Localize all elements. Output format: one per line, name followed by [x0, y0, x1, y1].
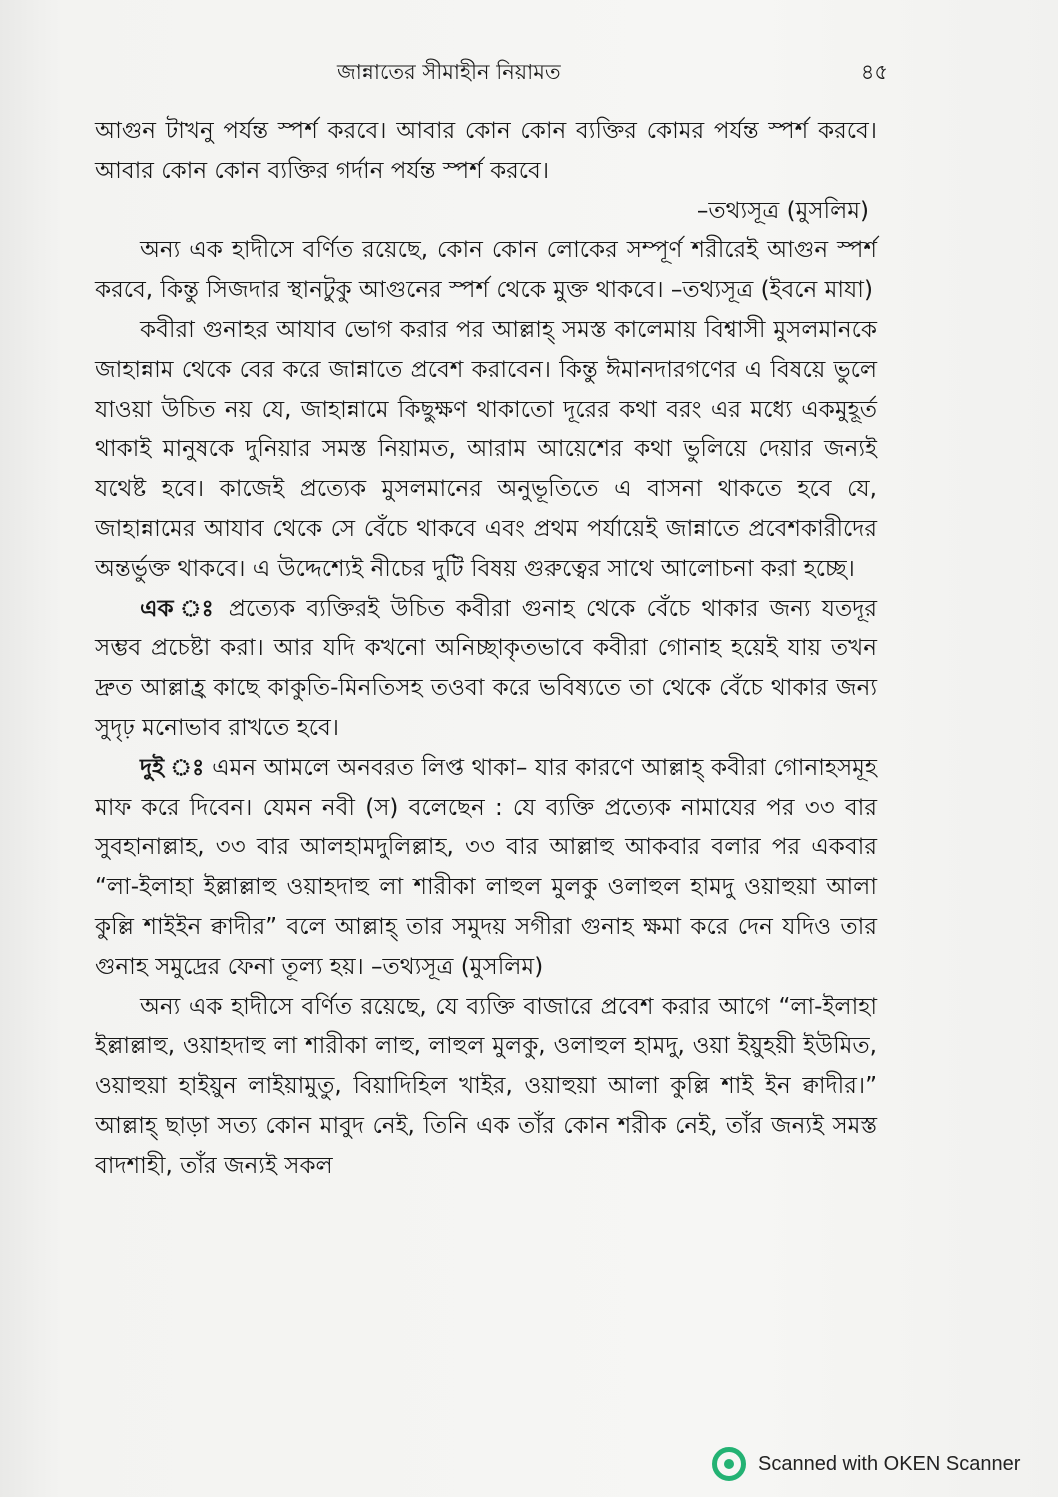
- point-two-paragraph: [95, 749, 877, 988]
- watermark-text: Scanned with OKEN Scanner: [758, 1452, 1021, 1475]
- oken-scanner-logo-icon: [712, 1447, 746, 1481]
- page-body: [95, 112, 877, 1187]
- point-two-text: এমন আমলে অনবরত লিপ্ত থাকা– যার কারণে আল্লাহ্ কবীরা গোনাহসমূহ মাফ করে দিবেন। যেমন নবী (স) বলেছেন : যে ব্যক্তি প্রত্যেক নামাযের পর ৩৩ বার সুবহানাল্লাহ, ৩৩ বার আলহামদুলিল্লাহ, ৩৩ বার আল্লাহু আকবার বলার পর একবার “লা-ইলাহা ইল্লাল্লাহু ওয়াহদাহু লা শারীকা লাহুল মুলকু ওলাহুল হামদু ওয়াহুয়া আলা কুল্লি শাইইন ক্বাদীর” বলে আল্লাহ্ তার সমুদয় সগীরা গুনাহ ক্ষমা করে দেন যদিও তার গুনাহ সমুদ্রের ফেনা তূল্য হয়। –তথ্যসূত্র (মুসলিম): [95, 754, 878, 980]
- running-title: জান্নাতের সীমাহীন নিয়ামত: [337, 60, 561, 84]
- paragraph: অন্য এক হাদীসে বর্ণিত রয়েছে, যে ব্যক্তি বাজারে প্রবেশ করার আগে “লা-ইলাহা ইল্লাল্লাহু, ওয়াহদাহু লা শারীকা লাহু, লাহুল মুলকু, ওলাহুল হামদু, ওয়া ইয়ুহয়ী ইউমিত, ওয়াহুয়া হাইয়ুন লাইয়ামুতু, বিয়াদিহিল খাইর, ওয়াহুয়া আলা কুল্লি শাই ইন ক্বাদীর।” আল্লাহ্ ছাড়া সত্য কোন মাবুদ নেই, তিনি এক তাঁর কোন শরীক নেই, তাঁর জন্যই সমস্ত বাদশাহী, তাঁর জন্যই সকল: [95, 993, 877, 1179]
- page-number: ৪৫: [860, 60, 888, 84]
- paragraph: আগুন টাখনু পর্যন্ত স্পর্শ করবে। আবার কোন কোন ব্যক্তির কোমর পর্যন্ত স্পর্শ করবে। আবার কোন কোন ব্যক্তির গর্দান পর্যন্ত স্পর্শ করবে।: [95, 118, 877, 184]
- page-header: [95, 56, 888, 91]
- scanner-watermark: [712, 1447, 1020, 1481]
- paragraph: অন্য এক হাদীসে বর্ণিত রয়েছে, কোন কোন লোকের সম্পূর্ণ শরীরেই আগুন স্পর্শ করবে, কিন্তু সিজদার স্থানটুকু আগুনের স্পর্শ থেকে মুক্ত থাকবে। –তথ্যসূত্র (ইবনে মাযা): [95, 237, 877, 304]
- point-one-label: এক ঃ: [140, 595, 218, 622]
- point-one-paragraph: [95, 590, 877, 749]
- point-one-text: প্রত্যেক ব্যক্তিরই উচিত কবীরা গুনাহ থেকে বেঁচে থাকার জন্য যতদূর সম্ভব প্রচেষ্টা করা। আর যদি কখনো অনিচ্ছাকৃতভাবে কবীরা গোনাহ হয়েই যায় তখন দ্রুত আল্লাহ্র কাছে কাকুতি-মিনতিসহ তওবা করে ভবিষ্যতে তা থেকে বেঁচে থাকার জন্য সুদৃঢ় মনোভাব রাখতে হবে।: [95, 595, 877, 741]
- point-two-label: দুই ঃ: [140, 754, 205, 781]
- source-citation: –তথ্যসূত্র (মুসলিম): [696, 197, 869, 224]
- paragraph: কবীরা গুনাহর আযাব ভোগ করার পর আল্লাহ্ সমস্ত কালেমায় বিশ্বাসী মুসলমানকে জাহান্নাম থেকে বের করে জান্নাতে প্রবেশ করাবেন। কিন্তু ঈমানদারগণের এ বিষয়ে ভুলে যাওয়া উচিত নয় যে, জাহান্নামে কিছুক্ষণ থাকাতো দূরের কথা বরং এর মধ্যে একমুহূর্ত থাকাই মানুষকে দুনিয়ার সমস্ত নিয়ামত, আরাম আয়েশের কথা ভুলিয়ে দেয়ার জন্যই যথেষ্ট হবে। কাজেই প্রত্যেক মুসলমানের অনুভূতিতে এ বাসনা থাকতে হবে যে, জাহান্নামের আযাব থেকে সে বেঁচে থাকবে এবং প্রথম পর্যায়েই জান্নাতে প্রবেশকারীদের অন্তর্ভুক্ত থাকবে। এ উদ্দেশ্যেই নীচের দুটি বিষয় গুরুত্বের সাথে আলোচনা করা হচ্ছে।: [95, 316, 877, 582]
